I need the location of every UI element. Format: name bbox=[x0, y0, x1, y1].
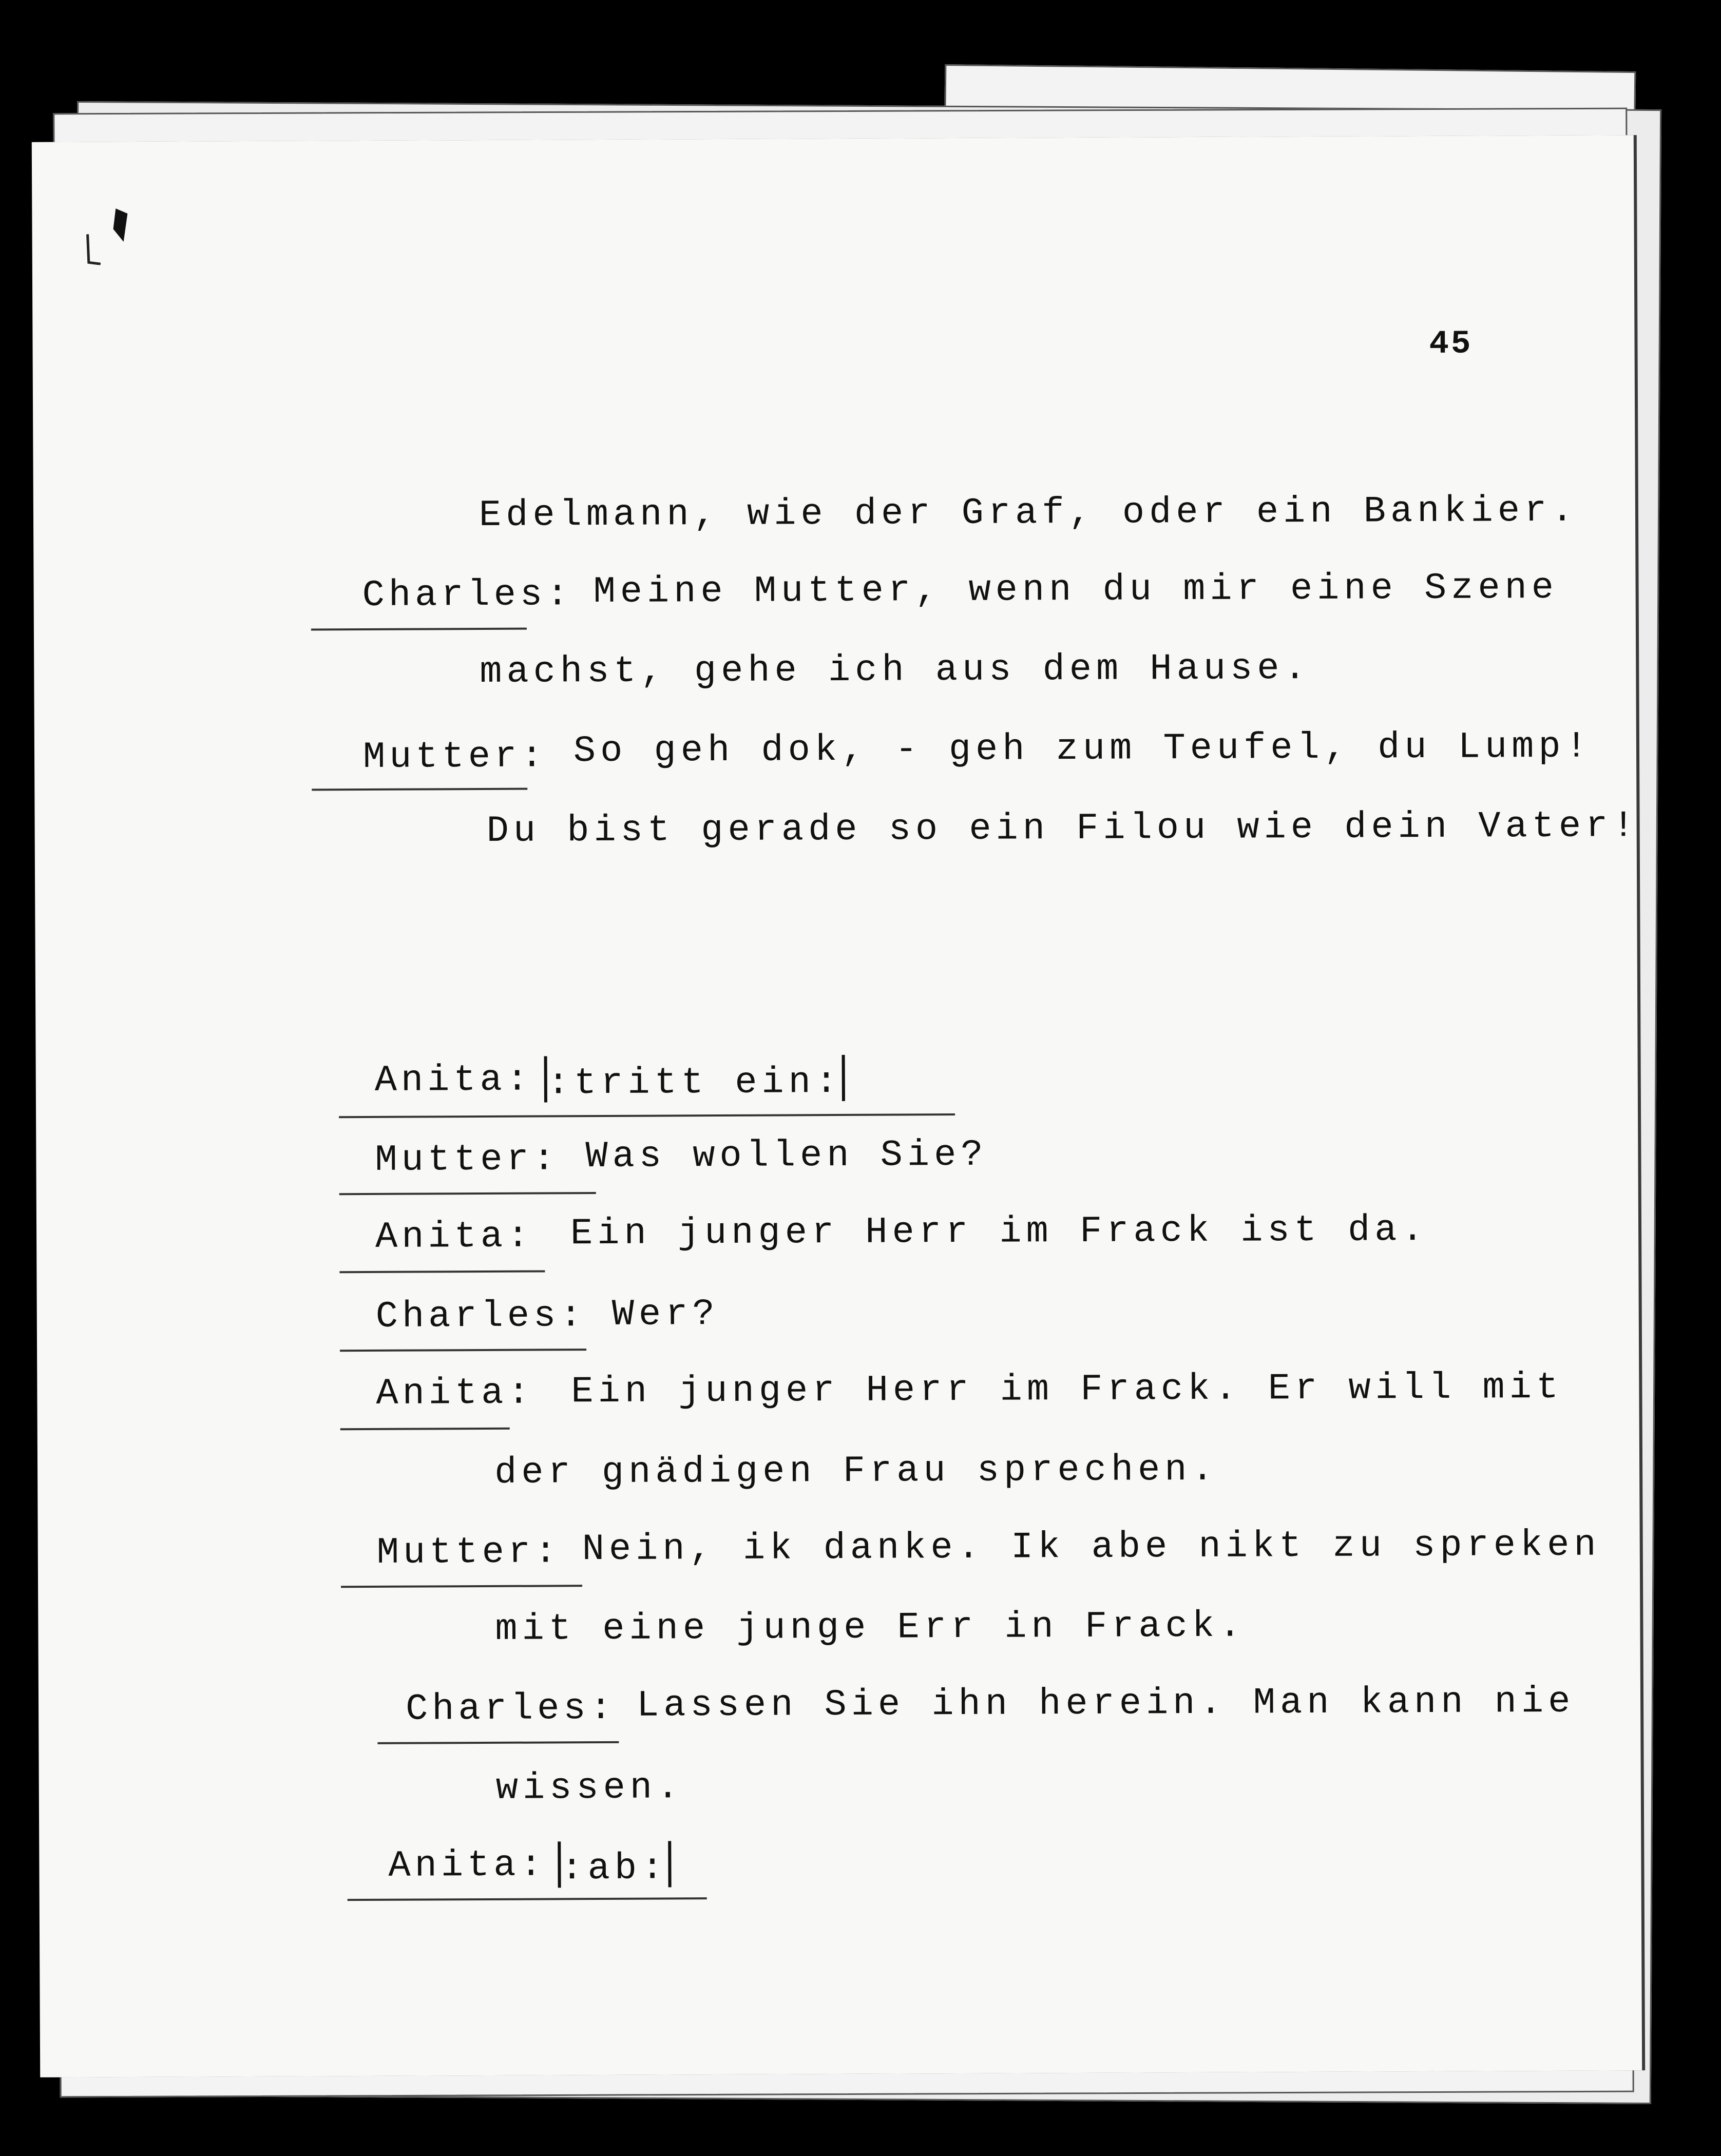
speaker-underline bbox=[341, 1585, 582, 1588]
speaker-underline bbox=[312, 788, 527, 791]
dialogue-line-3: machst, gehe ich aus dem Hause. bbox=[480, 647, 1311, 694]
bracket-bar bbox=[842, 1055, 845, 1101]
dialogue-line-14: Lassen Sie ihn herein. Man kann nie bbox=[636, 1680, 1575, 1727]
stage-direction-text: :ab: bbox=[561, 1847, 668, 1890]
speaker-underline bbox=[339, 1270, 545, 1273]
speaker-underline bbox=[311, 628, 527, 631]
margin-mark bbox=[77, 198, 134, 265]
speaker-underline bbox=[348, 1897, 707, 1901]
dialogue-line-1: Edelmann, wie der Graf, oder ein Bankier. bbox=[479, 489, 1578, 537]
page-number: 45 bbox=[1429, 325, 1473, 363]
dialogue-line-10: Ein junger Herr im Frack. Er will mit bbox=[571, 1366, 1563, 1413]
dialogue-line-4: So geh dok, - geh zum Teufel, du Lump! bbox=[573, 725, 1593, 773]
dialogue-line-5: Du bist gerade so ein Filou wie dein Vater! bbox=[486, 805, 1639, 852]
speaker-label: Anita: bbox=[376, 1372, 534, 1415]
speaker-label: Anita: bbox=[374, 1058, 533, 1102]
dialogue-line-9: Wer? bbox=[611, 1293, 719, 1336]
dialogue-line-2: Meine Mutter, wenn du mir eine Szene bbox=[593, 566, 1559, 613]
speaker-label: Mutter: bbox=[375, 1138, 560, 1181]
dialogue-line-13: mit eine junge Err in Frack. bbox=[495, 1605, 1246, 1650]
speaker-underline bbox=[339, 1192, 596, 1195]
speaker-underline bbox=[340, 1428, 510, 1430]
speaker-label: Anita: bbox=[388, 1844, 546, 1887]
speaker-underline bbox=[339, 1113, 955, 1118]
dialogue-line-15: wissen. bbox=[495, 1766, 684, 1810]
speaker-label: Mutter: bbox=[362, 735, 547, 779]
speaker-label: Anita: bbox=[375, 1215, 533, 1258]
speaker-label: Charles: bbox=[362, 573, 573, 617]
stage-direction bbox=[558, 1841, 671, 1890]
dialogue-line-12: Nein, ik danke. Ik abe nikt zu spreken bbox=[582, 1524, 1601, 1571]
speaker-label: Mutter: bbox=[376, 1531, 561, 1574]
dialogue-line-8: Ein junger Herr im Frack ist da. bbox=[570, 1208, 1428, 1255]
speaker-underline bbox=[340, 1349, 586, 1352]
speaker-label: Charles: bbox=[405, 1687, 616, 1730]
speaker-label: Charles: bbox=[375, 1295, 586, 1338]
dialogue-line-11: der gnädigen Frau sprechen. bbox=[494, 1448, 1218, 1494]
bracket-bar bbox=[668, 1841, 671, 1887]
dialogue-line-7: Was wollen Sie? bbox=[585, 1133, 988, 1178]
typescript-page bbox=[32, 135, 1642, 2077]
stage-direction bbox=[544, 1055, 846, 1105]
speaker-underline bbox=[377, 1741, 619, 1744]
stage-direction-text: :tritt ein: bbox=[547, 1061, 843, 1105]
